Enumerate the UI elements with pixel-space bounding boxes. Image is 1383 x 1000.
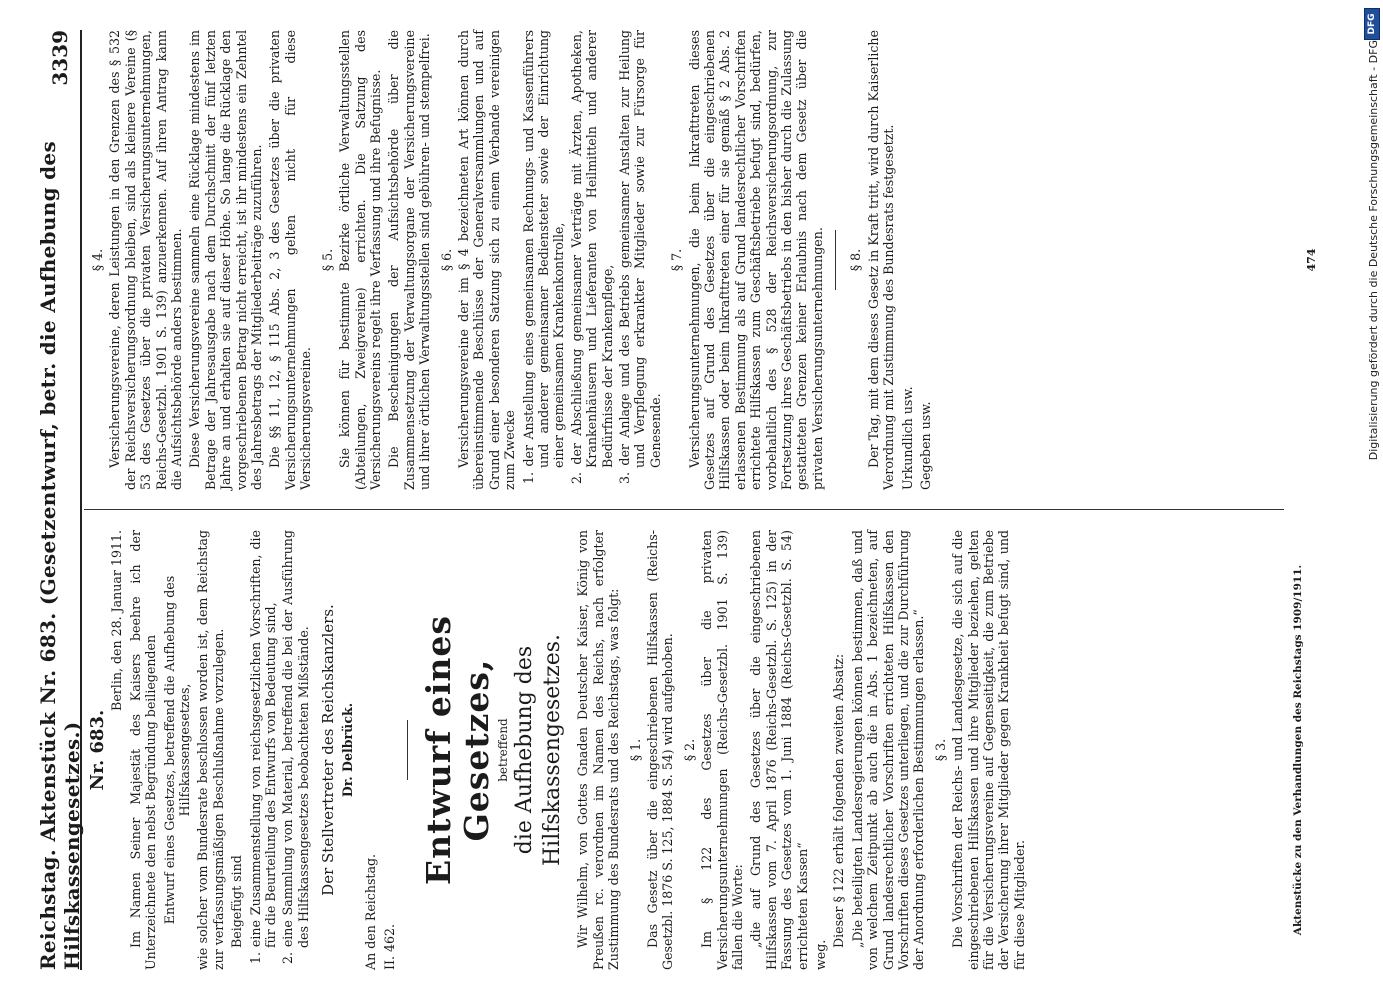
- paragraph-6-item-2: 2. der Abschließung gemeinsamer Verträge mit Ärzten, Apotheken, Krankenhäusern und Lieferanten von Heilmitteln und anderer Bedürfnisse der Krankenpflege,: [568, 30, 615, 484]
- intro-paragraph-2: wie solcher vom Bundesrate beschlossen worden ist, dem Reichstag zur verfassungsmäßigen Beschlußnahme vorzulegen.: [195, 530, 226, 970]
- intro-paragraph: Im Namen Seiner Majestät des Kaisers beehre ich der Unterzeichnete den nebst Begründung beiliegenden: [127, 530, 159, 970]
- paragraph-2-text-b: weg.: [813, 939, 828, 970]
- header-title: Reichstag. Aktenstück Nr. 683. (Gesetzentwurf, betr. die Aufhebung des Hilfskassengesetzes.): [36, 140, 84, 970]
- address-line: An den Reichstag.: [363, 853, 379, 970]
- left-column: [84, 530, 1124, 970]
- paragraph-1-text: Das Gesetz über die eingeschriebenen Hilfskassen (Reichs-Gesetzbl. 1876 S. 125, 1884 S. 54) wird aufgehoben.: [644, 530, 676, 970]
- folio-number: 474: [1305, 248, 1318, 272]
- paragraph-2-quote-2: „Die beteiligten Landesregierungen können bestimmen, daß und von welchem Zeitpunkt ab auch die in Abs. 1 bezeichneten, auf Grund landesrechtlicher Vorschriften errichteten Hilfskassen den Vorschriften dieses Gesetzes unterliegen, und die zur Durchführung der Anordnung erforderlichen Bestimmungen erlassen.“: [849, 530, 927, 970]
- paragraph-2-text-c: Dieser § 122 erhält folgenden zweiten Absatz:: [831, 653, 847, 948]
- paragraph-6-heading: § 6.: [438, 248, 454, 272]
- dfg-logo-icon: [1364, 8, 1380, 40]
- beigefuegt-label: Beigefügt sind: [229, 855, 245, 948]
- attachment-item-2: 2. eine Sammlung von Material, betreffend die bei der Ausführung des Hilfskassengesetzes beobachteten Mißstände.: [280, 530, 311, 964]
- closing-line-1: Urkundlich usw.: [899, 386, 915, 490]
- paragraph-2-quote: „die auf Grund des Gesetzes über die eingeschriebenen Hilfskassen vom 7. April 1876 (Reichs-Gesetzbl. S. 125) in der Fassung des Gesetzes vom 1. Juni 1884 (Reichs-Gesetzbl. S. 54) errichteten Kassen“: [748, 530, 810, 970]
- preamble: Wir Wilhelm, von Gottes Gnaden Deutscher Kaiser, König von Preußen rc. verordnen im Namen des Reichs, nach erfolgter Zustimmung des Bundesrats und des Reichstags, was folgt:: [575, 530, 622, 970]
- section-divider: [407, 720, 408, 780]
- paragraph-5-text-b: Die Bescheinigungen der Aufsichtsbehörde über die Zusammensetzung der Verwaltungsorgane der Versicherungsvereine und ihrer örtlichen Verwaltungsstellen sind gebühren- und stempelfrei.: [386, 30, 433, 490]
- bill-subject: die Aufhebung des Hilfskassengesetzes.: [512, 633, 566, 867]
- paragraph-5-text-a: Sie können für bestimmte Bezirke örtliche Verwaltungsstellen (Abteilungen, Zweigvereine) errichten. Die Satzung des Versicherungsvereins regelt ihre Verfassung und ihre Befugnisse.: [337, 30, 383, 490]
- paragraph-1-heading: § 1.: [627, 738, 643, 762]
- paragraph-2-heading: § 2.: [681, 738, 697, 762]
- signature-role: Der Stellvertreter des Reichskanzlers.: [319, 604, 338, 896]
- paragraph-4-text-a: Versicherungsvereine, deren Leistungen in den Grenzen des § 532 der Reichsversicherungsordnung bleiben, sind als kleinere Vereine (§ 53 des Gesetzes über die privaten Versicherungsunternehmungen, Reichs-Gesetzbl. 1901 S. 139) anzuerkennen. Auf ihren Antrag kann die Aufsichtsbehörde anders bestimmen.: [107, 30, 185, 490]
- right-column: [84, 30, 1214, 490]
- paragraph-4-text-b: Diese Versicherungsvereine sammeln eine Rücklage mindestens im Betrage der Jahresausgabe nach dem Durchschnitt der fünf letzten Jahre an und erhalten sie auf dieser Höhe. So lange die Rücklage den vorgeschriebenen Betrag nicht erreicht, ist ihr mindestens ein Zehntel des Jahresbetrags der Mitgliederbeiträge zuzuführen.: [187, 30, 265, 490]
- section-divider-right: [835, 230, 836, 290]
- file-reference: II. 462.: [381, 924, 397, 970]
- paragraph-7-text: Versicherungsunternehmungen, die beim Inkrafttreten dieses Gesetzes auf Grund des Gesetzes über die eingeschriebenen Hilfskassen oder beim Inkrafttreten einer für sie gemäß § 2 Abs. 2 erlassenen Bestimmung als auf Grund landesrechtlicher Vorschriften errichtete Hilfskassen zum Geschäftsbetriebe befugt sind, bedürfen, vorbehaltlich des § 528 der Reichsversicherungsordnung, zur Fortsetzung ihres Geschäftsbetriebs in den bisher durch die Zulassung gestatteten Grenzen keiner Erlaubnis nach dem Gesetz über die privaten Versicherungsunternehmungen.: [686, 30, 825, 490]
- digitization-notice-text: Digitalisierung gefördert durch die Deutsche Forschungsgemeinschaft - DFG: [1366, 40, 1380, 461]
- closing-line-2: Gegeben usw.: [917, 401, 933, 490]
- running-header: [36, 30, 84, 970]
- document-number: Nr. 683.: [87, 709, 108, 791]
- document-page: [36, 30, 1340, 970]
- bill-betreffend: betreffend: [495, 718, 510, 782]
- attachment-item-1: 1. eine Zusammenstellung von reichsgesetzlichen Vorschriften, die für die Beurteilung des Entwurfs von Bedeutung sind,: [247, 530, 279, 964]
- dfg-logo-text: DFG: [1367, 13, 1377, 35]
- paragraph-2-text-a: Im § 122 des Gesetzes über die privaten Versicherungsunternehmungen (Reichs-Gesetzbl. 1901 S. 139) fallen die Worte:: [699, 530, 745, 970]
- paragraph-8-heading: § 8.: [848, 248, 864, 272]
- column-divider: [84, 509, 1284, 510]
- digitization-notice: [1356, 40, 1382, 960]
- page-number: 3339: [48, 30, 72, 86]
- paragraph-6-item-1: 1. der Anstellung eines gemeinsamen Rechnungs- und Kassenführers und anderer gemeinsamer Bediensteter sowie der Einrichtung einer gemeinsamen Krankenkontrolle,: [520, 30, 567, 484]
- paragraph-3-heading: § 3.: [932, 738, 948, 762]
- entwurf-line: Entwurf eines Gesetzes, betreffend die Aufhebung des Hilfskassengesetzes,: [161, 575, 193, 925]
- footer-source: Aktenstücke zu den Verhandlungen des Reichstags 1909/1911.: [1292, 564, 1304, 936]
- dateline: Berlin, den 28. Januar 1911.: [109, 530, 125, 711]
- paragraph-8-text: Der Tag, mit dem dieses Gesetz in Kraft tritt, wird durch Kaiserliche Verordnung mit Zustimmung des Bundesrats festgesetzt.: [865, 30, 897, 490]
- paragraph-4-heading: § 4.: [90, 248, 105, 272]
- paragraph-3-text: Die Vorschriften der Reichs- und Landesgesetze, die sich auf die eingeschriebenen Hilfskassen und ihre Mitglieder beziehen, gelten für die Versicherungsvereine auf Gegenseitigkeit, die zum Betriebe der Versicherung ihrer Mitglieder gegen Krankheit befugt sind, und für diese Mitglieder.: [950, 530, 1027, 970]
- paragraph-4-text-c: Die §§ 11, 12, § 115 Abs. 2, 3 des Gesetzes über die privaten Versicherungsunternehmungen gelten nicht für diese Versicherungsvereine.: [267, 30, 314, 490]
- paragraph-7-heading: § 7.: [669, 248, 685, 272]
- paragraph-5-heading: § 5.: [319, 248, 335, 272]
- bill-title: Entwurf eines Gesetzes,: [418, 615, 496, 885]
- signature-name: Dr. Delbrück.: [339, 702, 355, 798]
- paragraph-6-item-3: 3. der Anlage und des Betriebs gemeinsamer Anstalten zur Heilung und Verpflegung erkrankter Mitglieder sowie zur Fürsorge für Genesende.: [617, 30, 663, 484]
- paragraph-6-text: Versicherungsvereine der im § 4 bezeichneten Art können durch übereinstimmende Beschlüsse der Generalversammlungen und auf Grund einer besonderen Satzung sich zu einem Verbande vereinigen zum Zwecke: [455, 30, 518, 490]
